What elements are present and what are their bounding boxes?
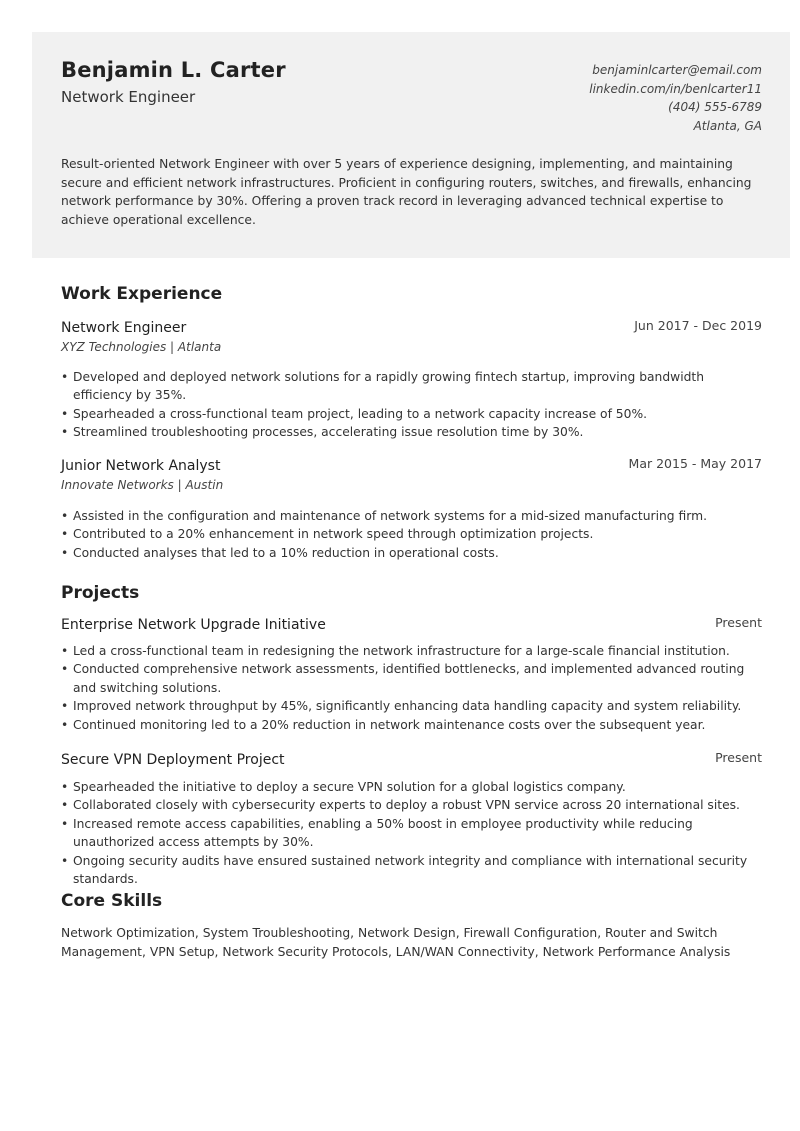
project-title: Secure VPN Deployment Project [61, 752, 285, 768]
contact-email[interactable]: benjaminlcarter@email.com [592, 63, 762, 77]
job-company: XYZ Technologies | Atlanta [61, 340, 222, 354]
list-item: • Conducted analyses that led to a 10% reduction in operational costs. [61, 544, 766, 562]
job-title: Network Engineer [61, 320, 187, 336]
list-item: • Spearheaded the initiative to deploy a secure VPN solution for a global logistics company. [61, 778, 766, 796]
project-title: Enterprise Network Upgrade Initiative [61, 617, 326, 633]
list-item: • Streamlined troubleshooting processes, accelerating issue resolution time by 30%. [61, 423, 766, 441]
job-dates: Mar 2015 - May 2017 [628, 456, 762, 471]
list-item: • Ongoing security audits have ensured sustained network integrity and compliance with international security standards. [61, 852, 766, 889]
list-item: • Conducted comprehensive network assessments, identified bottlenecks, and implemented advanced routing and switching solutions. [61, 660, 766, 697]
job-bullet-list [61, 368, 766, 442]
list-item: • Developed and deployed network solutions for a rapidly growing fintech startup, improving bandwidth efficiency by 35%. [61, 368, 766, 405]
project-dates: Present [715, 750, 762, 765]
skills-list: Network Optimization, System Troubleshooting, Network Design, Firewall Configuration, Router and Switch Management, VPN Setup, Network Security Protocols, LAN/WAN Connectivity, Network Performance Analysis [61, 926, 731, 959]
list-item: • Spearheaded a cross-functional team project, leading to a network capacity increase of 50%. [61, 405, 766, 423]
project-bullet-list [61, 778, 766, 888]
list-item: • Collaborated closely with cybersecurity experts to deploy a robust VPN service across 20 international sites. [61, 796, 766, 814]
contact-linkedin[interactable]: linkedin.com/in/benlcarter11 [589, 81, 762, 96]
section-title-projects: Projects [61, 583, 140, 603]
professional-summary: Result-oriented Network Engineer with over 5 years of experience designing, implementing, and maintaining secure and efficient network infrastructures. Proficient in configuring routers, switches, and firewalls, enhancing network performance by 30%. Offering a proven track record in leveraging advanced technical expertise to achieve operational excellence. [61, 157, 752, 227]
project-dates: Present [715, 615, 762, 630]
job-bullet-list [61, 507, 766, 562]
job-title: Junior Network Analyst [61, 458, 221, 474]
list-item: • Led a cross-functional team in redesigning the network infrastructure for a large-scale financial institution. [61, 642, 766, 660]
candidate-name: Benjamin L. Carter [61, 58, 286, 82]
list-item: • Improved network throughput by 45%, significantly enhancing data handling capacity and system reliability. [61, 697, 766, 715]
job-dates: Jun 2017 - Dec 2019 [634, 318, 762, 333]
contact-block [589, 61, 762, 135]
contact-location: Atlanta, GA [693, 118, 762, 133]
contact-phone: (404) 555-6789 [668, 100, 762, 114]
resume-header [32, 32, 790, 258]
section-title-core-skills: Core Skills [61, 891, 163, 911]
list-item: • Assisted in the configuration and maintenance of network systems for a mid-sized manufacturing firm. [61, 507, 766, 525]
list-item: • Increased remote access capabilities, enabling a 50% boost in employee productivity while reducing unauthorized access attempts by 30%. [61, 815, 766, 852]
candidate-title: Network Engineer [61, 88, 196, 106]
section-title-work-experience: Work Experience [61, 284, 223, 304]
list-item: • Contributed to a 20% enhancement in network speed through optimization projects. [61, 525, 766, 543]
project-bullet-list [61, 642, 766, 734]
list-item: • Continued monitoring led to a 20% reduction in network maintenance costs over the subsequent year. [61, 716, 766, 734]
job-company: Innovate Networks | Austin [61, 478, 224, 492]
